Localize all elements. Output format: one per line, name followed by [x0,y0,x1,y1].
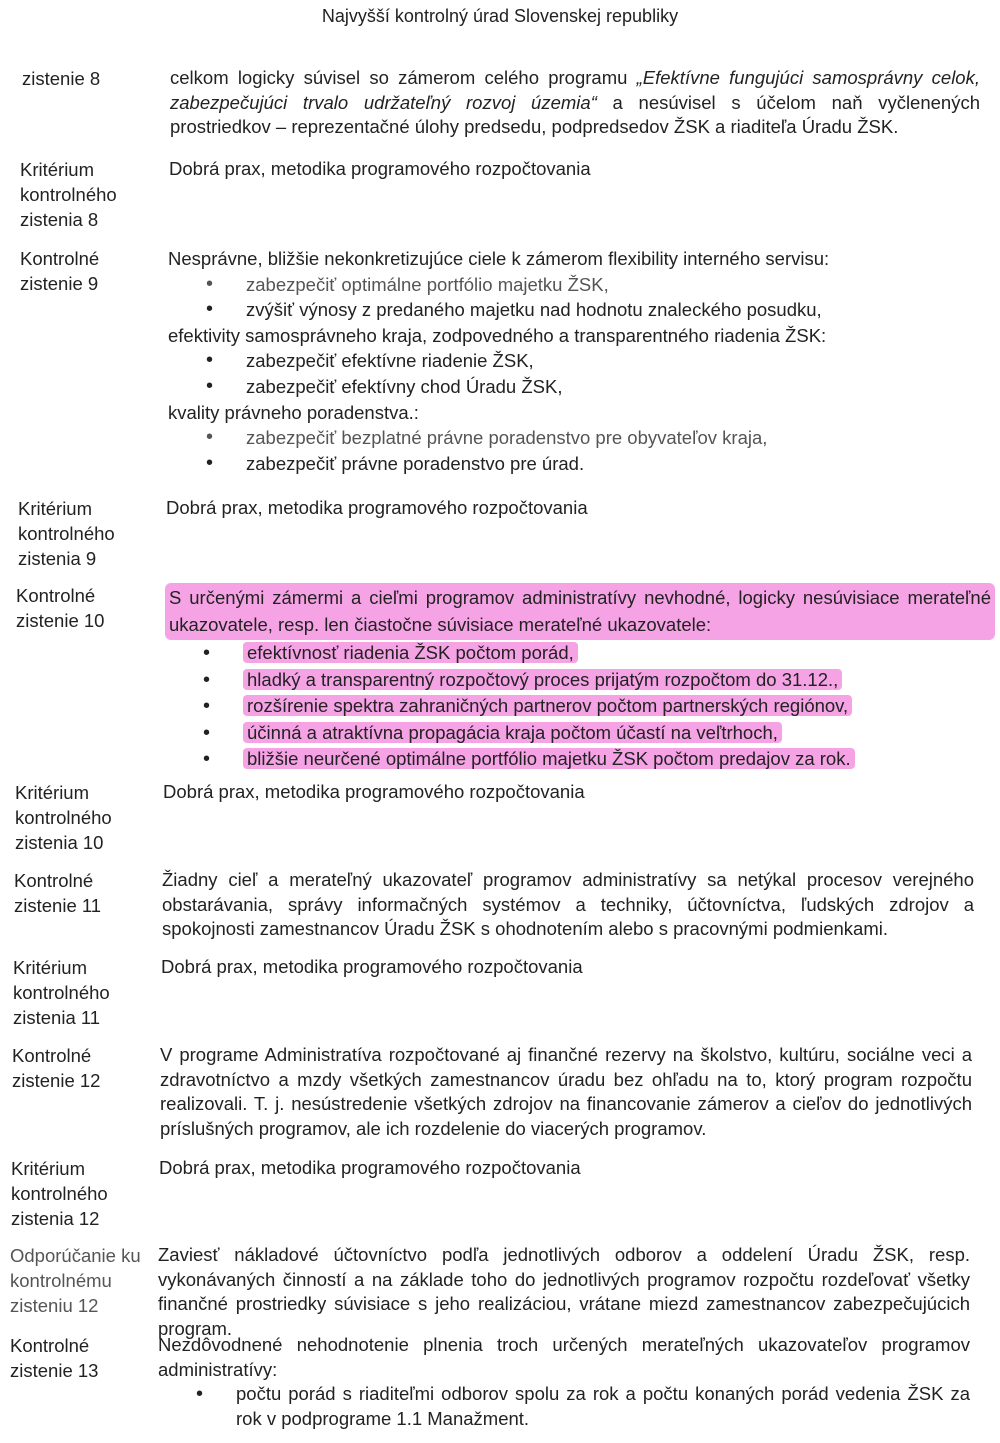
list-item [165,640,995,667]
bullet-list [165,640,995,773]
section-label: Kritérium kontrolného zistenia 11 [13,957,110,1028]
list-item: • zabezpečiť právne poradenstvo pre úrad. [168,451,980,477]
list-item-text: hladký a transparentný rozpočtový proces prijatým rozpočtom do 31.12., [243,669,842,690]
highlighted-intro: S určenými zámermi a cieľmi programov administratívy nevhodné, logicky nesúvisiace merateľné ukazovatele, resp. len čiastočne súvisiace merateľné ukazovatele: [165,583,995,640]
section-label: Odporúčanie ku kontrolnému zisteniu 12 [10,1245,141,1316]
section-label: Kritérium kontrolného zistenia 10 [15,782,112,853]
section-text [168,246,980,476]
section-label: zistenie 8 [22,68,101,89]
text-part: celkom logicky súvisel so zámerom celého programu [170,67,637,88]
section-label: Kontrolné zistenie 13 [10,1335,99,1381]
list-item-text: efektívnosť riadenia ŽSK počtom porád, [243,642,578,663]
section-text: Dobrá prax, metodika programového rozpočtovania [166,497,588,518]
list-item: • zvýšiť výnosy z predaného majetku nad hodnotu znaleckého posudku, [168,297,980,323]
list-item [165,667,995,694]
list-item [165,746,995,773]
program-name: „Efektívne fungujúci samosprávny celok, zabezpečujúci trvalo udržateľný rozvoj územia“ [170,67,980,113]
intro-text: Nesprávne, bližšie nekonkretizujúce ciele k zámerom flexibility interného servisu: [168,248,830,269]
section-text [165,583,995,773]
section-label: Kritérium kontrolného zistenia 9 [18,498,115,569]
intro-text: kvality právneho poradenstva.: [168,401,419,423]
list-item [165,693,995,720]
section-text: Dobrá prax, metodika programového rozpočtovania [169,158,591,179]
list-item: • zabezpečiť efektívny chod Úradu ŽSK, [168,374,980,400]
bullet-list [168,272,980,323]
bullet-list [168,348,980,399]
section-text [170,66,980,140]
list-item [165,720,995,747]
section-text: Dobrá prax, metodika programového rozpočtovania [163,781,585,802]
text-part: a nesúvisel s účelom naň vyčlenených prostriedkov – reprezentačné úlohy predsedu, podpredsedov ŽSK a riaditeľa Úradu ŽSK. [170,91,980,137]
bullet-list [168,425,980,476]
list-item-text: účinná a atraktívna propagácia kraja počtom účastí na veľtrhoch, [243,722,782,743]
list-item-text: bližšie neurčené optimálne portfólio majetku ŽSK počtom predajov za rok. [243,748,855,769]
section-label: Kritérium kontrolného zistenia 12 [11,1158,108,1229]
page-header: Najvyšší kontrolný úrad Slovenskej republiky [321,6,679,26]
list-item-text: rozšírenie spektra zahraničných partnerov počtom partnerských regiónov, [243,695,852,716]
list-item: • počtu porád s riaditeľmi odborov spolu za rok a počtu konaných porád vedenia ŽSK za rok v podprograme 1.1 Manažment. [158,1382,970,1431]
section-text: Žiadny cieľ a merateľný ukazovateľ programov administratívy sa netýkal procesov verejného obstarávania, správy informačných systémov a techniky, účtovníctva, ľudských zdrojov a spokojnosti zamestnancov Úradu ŽSK s ohodnotením alebo s pracovnými podmienkami. [162,869,974,939]
list-item: • zabezpečiť optimálne portfólio majetku ŽSK, [168,272,980,298]
list-item: • zabezpečiť bezplatné právne poradenstvo pre obyvateľov kraja, [168,425,980,451]
bullet-list [158,1382,970,1431]
section-label: Kritérium kontrolného zistenia 8 [20,159,117,230]
section-label: Kontrolné zistenie 10 [16,585,105,631]
section-text: Dobrá prax, metodika programového rozpočtovania [159,1157,581,1178]
section-text: Zaviesť nákladové účtovníctvo podľa jednotlivých odborov a oddelení Úradu ŽSK, resp. vykonávaných činností a na základe toho do jednotlivých programov rozpočtu rozdeľovať všetky finančné prostriedky súvisiace s jeho realizáciou, vrátane miezd zamestnancov zabezpečujúcich program. [158,1244,970,1339]
section-text: Dobrá prax, metodika programového rozpočtovania [161,956,583,977]
intro-text: efektivity samosprávneho kraja, zodpovedného a transparentného riadenia ŽSK: [168,324,827,346]
section-label: Kontrolné zistenie 9 [20,248,100,294]
section-label: Kontrolné zistenie 12 [12,1045,101,1091]
intro-text: Nezdôvodnené nehodnotenie plnenia troch určených merateľných ukazovateľov programov administratívy: [158,1334,970,1380]
list-item: • zabezpečiť efektívne riadenie ŽSK, [168,348,980,374]
section-text [158,1333,970,1431]
section-label: Kontrolné zistenie 11 [14,870,102,916]
section-text: V programe Administratíva rozpočtované aj finančné rezervy na školstvo, kultúru, sociálne veci a zdravotníctvo a mzdy všetkých zamestnancov úradu bez ohľadu na to, ktorý program rozpočtu realizovali. T. j. nesústredenie všetkých zdrojov na financovanie zámerov a cieľov do jednotlivých príslušných programov, ale ich rozdelenie do viacerých programov. [160,1044,972,1139]
